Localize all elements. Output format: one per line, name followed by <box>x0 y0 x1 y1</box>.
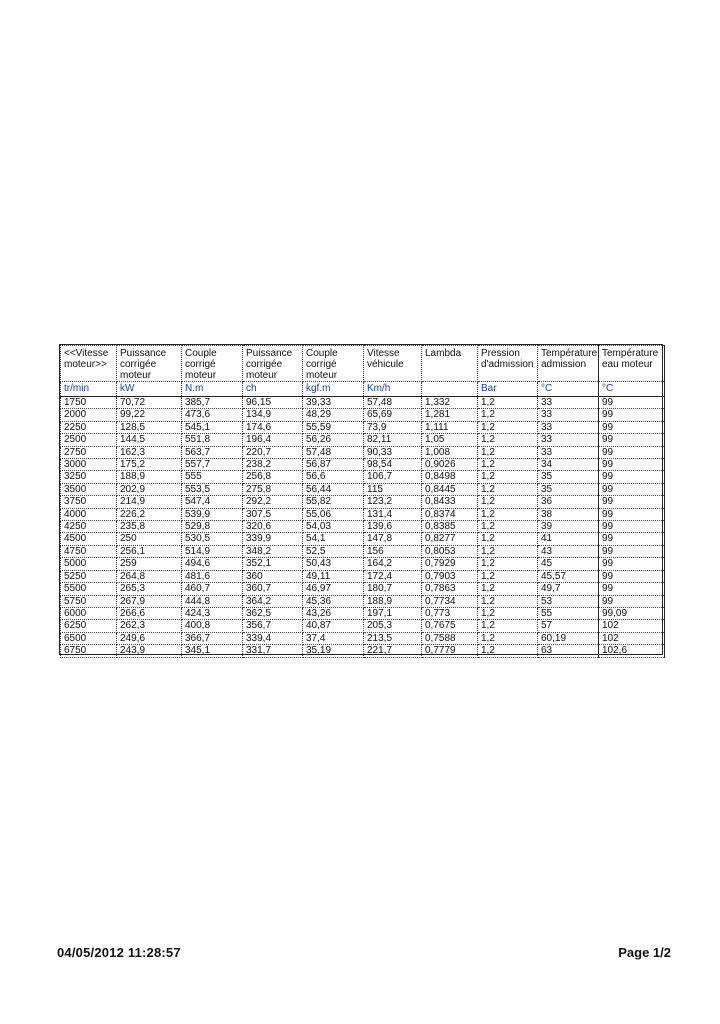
table-cell: 147,8 <box>364 533 422 545</box>
table-cell: 0,7929 <box>422 558 478 570</box>
table-cell: 1,2 <box>478 545 538 557</box>
table-cell: 65,69 <box>364 409 422 421</box>
table-cell: 1,2 <box>478 521 538 533</box>
table-cell: 172,4 <box>364 570 422 582</box>
table-cell: 1,2 <box>478 558 538 570</box>
table-cell: 0,8277 <box>422 533 478 545</box>
table-cell: 220,7 <box>243 446 303 458</box>
table-cell: 2500 <box>61 434 117 446</box>
table-cell: 366,7 <box>182 632 243 644</box>
engine-measurement-table <box>60 345 665 658</box>
table-cell: 1,2 <box>478 409 538 421</box>
table-cell: 196,4 <box>243 434 303 446</box>
print-datetime: 04/05/2012 11:28:57 <box>57 945 181 960</box>
table-cell: 144,5 <box>117 434 182 446</box>
column-header: Lambda <box>422 346 478 382</box>
table-cell: 2250 <box>61 421 117 433</box>
table-cell: 0,8445 <box>422 483 478 495</box>
table-cell: 356,7 <box>243 620 303 632</box>
table-cell: 56,87 <box>303 459 364 471</box>
table-cell: 545,1 <box>182 421 243 433</box>
table-cell: 33 <box>538 434 599 446</box>
table-row <box>61 446 665 458</box>
table-row <box>61 533 665 545</box>
table-cell: 0,8374 <box>422 508 478 520</box>
units-row <box>61 382 665 397</box>
table-cell: 99 <box>599 545 665 557</box>
table-cell: 214,9 <box>117 496 182 508</box>
table-cell: 40,87 <box>303 620 364 632</box>
table-cell: 473,6 <box>182 409 243 421</box>
table-cell: 1,2 <box>478 570 538 582</box>
table-cell: 2000 <box>61 409 117 421</box>
table-cell: 106,7 <box>364 471 422 483</box>
table-cell: 180,7 <box>364 583 422 595</box>
table-cell: 221,7 <box>364 645 422 657</box>
column-header: Couple corrigé moteur <box>182 346 243 382</box>
table-cell: 1,2 <box>478 421 538 433</box>
table-cell: 264,8 <box>117 570 182 582</box>
table-cell: 553,5 <box>182 483 243 495</box>
table-cell: 259 <box>117 558 182 570</box>
unit-cell <box>422 382 478 397</box>
table-cell: 45 <box>538 558 599 570</box>
table-cell: 320,6 <box>243 521 303 533</box>
table-cell: 243,9 <box>117 645 182 657</box>
table-cell: 60,19 <box>538 632 599 644</box>
table-cell: 529,8 <box>182 521 243 533</box>
table-row <box>61 409 665 421</box>
table-cell: 362,5 <box>243 607 303 619</box>
table-cell: 99 <box>599 434 665 446</box>
table-cell: 460,7 <box>182 583 243 595</box>
table-cell: 256,8 <box>243 471 303 483</box>
table-cell: 35,19 <box>303 645 364 657</box>
table-cell: 54,1 <box>303 533 364 545</box>
table-cell: 37,4 <box>303 632 364 644</box>
table-cell: 235,8 <box>117 521 182 533</box>
table-cell: 226,2 <box>117 508 182 520</box>
table-cell: 514,9 <box>182 545 243 557</box>
table-cell: 134,9 <box>243 409 303 421</box>
column-header: Puissance corrigée moteur <box>243 346 303 382</box>
table-cell: 56,6 <box>303 471 364 483</box>
table-cell: 102,6 <box>599 645 665 657</box>
table-cell: 539,9 <box>182 508 243 520</box>
table-cell: 128,5 <box>117 421 182 433</box>
table-cell: 292,2 <box>243 496 303 508</box>
table-cell: 5000 <box>61 558 117 570</box>
table-cell: 249,6 <box>117 632 182 644</box>
table-row <box>61 521 665 533</box>
table-cell: 99 <box>599 558 665 570</box>
table-cell: 33 <box>538 421 599 433</box>
table-cell: 1,2 <box>478 583 538 595</box>
table-cell: 99 <box>599 421 665 433</box>
table-cell: 6250 <box>61 620 117 632</box>
table-cell: 424,3 <box>182 607 243 619</box>
table-row <box>61 620 665 632</box>
table-cell: 56,44 <box>303 483 364 495</box>
table-cell: 345,1 <box>182 645 243 657</box>
table-cell: 4500 <box>61 533 117 545</box>
table-cell: 48,29 <box>303 409 364 421</box>
table-cell: 267,9 <box>117 595 182 607</box>
table-cell: 0,7675 <box>422 620 478 632</box>
table-cell: 360 <box>243 570 303 582</box>
unit-cell: Bar <box>478 382 538 397</box>
table-cell: 6500 <box>61 632 117 644</box>
table-cell: 57,48 <box>364 397 422 409</box>
table-cell: 557,7 <box>182 459 243 471</box>
table-cell: 6000 <box>61 607 117 619</box>
table-cell: 1,2 <box>478 496 538 508</box>
table-cell: 265,3 <box>117 583 182 595</box>
table-cell: 5250 <box>61 570 117 582</box>
table-cell: 123,2 <box>364 496 422 508</box>
table-cell: 5750 <box>61 595 117 607</box>
table-cell: 45,57 <box>538 570 599 582</box>
table-cell: 1,2 <box>478 620 538 632</box>
table-cell: 99,22 <box>117 409 182 421</box>
column-header: Pression d'admission <box>478 346 538 382</box>
table-row <box>61 545 665 557</box>
table-cell: 494,6 <box>182 558 243 570</box>
table-cell: 0,773 <box>422 607 478 619</box>
table-cell: 33 <box>538 409 599 421</box>
table-cell: 481,6 <box>182 570 243 582</box>
table-cell: 70,72 <box>117 397 182 409</box>
table-row <box>61 471 665 483</box>
table-cell: 99 <box>599 570 665 582</box>
table-cell: 0,7779 <box>422 645 478 657</box>
table-cell: 4750 <box>61 545 117 557</box>
table-cell: 307,5 <box>243 508 303 520</box>
unit-cell: kW <box>117 382 182 397</box>
table-cell: 38 <box>538 508 599 520</box>
table-cell: 6750 <box>61 645 117 657</box>
column-header: Puissance corrigée moteur <box>117 346 182 382</box>
table-cell: 1,2 <box>478 459 538 471</box>
table-cell: 1,2 <box>478 508 538 520</box>
table-cell: 3250 <box>61 471 117 483</box>
table-row <box>61 583 665 595</box>
table-cell: 1,2 <box>478 446 538 458</box>
table-cell: 4250 <box>61 521 117 533</box>
table-cell: 90,33 <box>364 446 422 458</box>
table-cell: 1,2 <box>478 397 538 409</box>
table-cell: 115 <box>364 483 422 495</box>
table-cell: 339,9 <box>243 533 303 545</box>
table-cell: 1,111 <box>422 421 478 433</box>
table-row <box>61 434 665 446</box>
table-cell: 99 <box>599 459 665 471</box>
table-cell: 96,15 <box>243 397 303 409</box>
table-cell: 99 <box>599 471 665 483</box>
table-cell: 0,9026 <box>422 459 478 471</box>
table-cell: 0,7903 <box>422 570 478 582</box>
table-row <box>61 483 665 495</box>
table-cell: 57,48 <box>303 446 364 458</box>
table-cell: 364,2 <box>243 595 303 607</box>
table-cell: 41 <box>538 533 599 545</box>
column-header: <<Vitesse moteur>> <box>61 346 117 382</box>
table-cell: 139,6 <box>364 521 422 533</box>
column-header: Température eau moteur <box>599 346 665 382</box>
table-cell: 444,8 <box>182 595 243 607</box>
unit-cell: °C <box>599 382 665 397</box>
table-cell: 99 <box>599 533 665 545</box>
table-cell: 250 <box>117 533 182 545</box>
table-cell: 0,8498 <box>422 471 478 483</box>
table-cell: 1,2 <box>478 607 538 619</box>
table-cell: 3000 <box>61 459 117 471</box>
table-cell: 205,3 <box>364 620 422 632</box>
table-cell: 73,9 <box>364 421 422 433</box>
table-cell: 55,82 <box>303 496 364 508</box>
table-cell: 1750 <box>61 397 117 409</box>
table-cell: 99 <box>599 397 665 409</box>
table-cell: 262,3 <box>117 620 182 632</box>
table-cell: 131,4 <box>364 508 422 520</box>
table-cell: 99 <box>599 521 665 533</box>
table-cell: 4000 <box>61 508 117 520</box>
table-cell: 0,8053 <box>422 545 478 557</box>
table-cell: 256,1 <box>117 545 182 557</box>
table-row <box>61 421 665 433</box>
table-cell: 1,2 <box>478 533 538 545</box>
table-cell: 33 <box>538 397 599 409</box>
measurement-table-frame <box>59 344 663 655</box>
header-row <box>61 346 665 382</box>
table-row <box>61 459 665 471</box>
table-cell: 99,09 <box>599 607 665 619</box>
table-cell: 46,97 <box>303 583 364 595</box>
table-cell: 39,33 <box>303 397 364 409</box>
table-cell: 56,26 <box>303 434 364 446</box>
table-cell: 385,7 <box>182 397 243 409</box>
table-cell: 352,1 <box>243 558 303 570</box>
table-cell: 551,8 <box>182 434 243 446</box>
table-cell: 188,9 <box>364 595 422 607</box>
table-cell: 1,2 <box>478 595 538 607</box>
table-cell: 52,5 <box>303 545 364 557</box>
table-cell: 63 <box>538 645 599 657</box>
table-cell: 49,11 <box>303 570 364 582</box>
table-cell: 33 <box>538 446 599 458</box>
table-cell: 164,2 <box>364 558 422 570</box>
table-row <box>61 570 665 582</box>
table-cell: 238,2 <box>243 459 303 471</box>
table-row <box>61 607 665 619</box>
table-cell: 3500 <box>61 483 117 495</box>
unit-cell: tr/min <box>61 382 117 397</box>
unit-cell: ch <box>243 382 303 397</box>
table-cell: 1,332 <box>422 397 478 409</box>
table-cell: 348,2 <box>243 545 303 557</box>
column-header: Vitesse véhicule <box>364 346 422 382</box>
table-cell: 1,2 <box>478 434 538 446</box>
table-cell: 0,8385 <box>422 521 478 533</box>
table-cell: 360,7 <box>243 583 303 595</box>
table-cell: 99 <box>599 409 665 421</box>
table-cell: 50,43 <box>303 558 364 570</box>
column-header: Température admission <box>538 346 599 382</box>
table-cell: 0,7863 <box>422 583 478 595</box>
table-row <box>61 595 665 607</box>
table-cell: 82,11 <box>364 434 422 446</box>
table-cell: 35 <box>538 483 599 495</box>
table-cell: 3750 <box>61 496 117 508</box>
table-cell: 530,5 <box>182 533 243 545</box>
table-cell: 400,8 <box>182 620 243 632</box>
table-cell: 102 <box>599 632 665 644</box>
table-cell: 102 <box>599 620 665 632</box>
table-cell: 1,2 <box>478 645 538 657</box>
table-cell: 174,6 <box>243 421 303 433</box>
table-cell: 53 <box>538 595 599 607</box>
table-cell: 39 <box>538 521 599 533</box>
table-cell: 331,7 <box>243 645 303 657</box>
table-cell: 35 <box>538 471 599 483</box>
table-cell: 547,4 <box>182 496 243 508</box>
table-cell: 34 <box>538 459 599 471</box>
table-cell: 54,03 <box>303 521 364 533</box>
table-cell: 0,8433 <box>422 496 478 508</box>
table-cell: 1,05 <box>422 434 478 446</box>
table-cell: 45,36 <box>303 595 364 607</box>
table-row <box>61 632 665 644</box>
table-cell: 1,2 <box>478 632 538 644</box>
table-cell: 1,2 <box>478 471 538 483</box>
table-cell: 0,7588 <box>422 632 478 644</box>
unit-cell: kgf.m <box>303 382 364 397</box>
table-cell: 43 <box>538 545 599 557</box>
table-cell: 55,06 <box>303 508 364 520</box>
table-row <box>61 558 665 570</box>
table-row <box>61 496 665 508</box>
table-cell: 339,4 <box>243 632 303 644</box>
table-cell: 175,2 <box>117 459 182 471</box>
table-cell: 563,7 <box>182 446 243 458</box>
table-cell: 188,9 <box>117 471 182 483</box>
table-cell: 1,2 <box>478 483 538 495</box>
table-body <box>61 397 665 658</box>
table-cell: 99 <box>599 483 665 495</box>
table-cell: 0,7734 <box>422 595 478 607</box>
table-cell: 43,26 <box>303 607 364 619</box>
table-cell: 55 <box>538 607 599 619</box>
unit-cell: N.m <box>182 382 243 397</box>
table-cell: 55,59 <box>303 421 364 433</box>
unit-cell: Km/h <box>364 382 422 397</box>
table-cell: 5500 <box>61 583 117 595</box>
table-cell: 1,281 <box>422 409 478 421</box>
table-cell: 99 <box>599 508 665 520</box>
table-cell: 99 <box>599 496 665 508</box>
table-cell: 36 <box>538 496 599 508</box>
table-cell: 57 <box>538 620 599 632</box>
table-cell: 49,7 <box>538 583 599 595</box>
table-cell: 162,3 <box>117 446 182 458</box>
table-cell: 202,9 <box>117 483 182 495</box>
table-cell: 555 <box>182 471 243 483</box>
table-cell: 197,1 <box>364 607 422 619</box>
table-cell: 266,6 <box>117 607 182 619</box>
table-cell: 99 <box>599 595 665 607</box>
table-row <box>61 645 665 657</box>
table-row <box>61 397 665 409</box>
column-header: Couple corrigé moteur <box>303 346 364 382</box>
table-cell: 2750 <box>61 446 117 458</box>
table-cell: 213,5 <box>364 632 422 644</box>
table-row <box>61 508 665 520</box>
table-cell: 98,54 <box>364 459 422 471</box>
table-cell: 275,8 <box>243 483 303 495</box>
table-cell: 1,008 <box>422 446 478 458</box>
unit-cell: °C <box>538 382 599 397</box>
table-cell: 156 <box>364 545 422 557</box>
table-cell: 99 <box>599 583 665 595</box>
page-number: Page 1/2 <box>618 945 671 960</box>
table-cell: 99 <box>599 446 665 458</box>
